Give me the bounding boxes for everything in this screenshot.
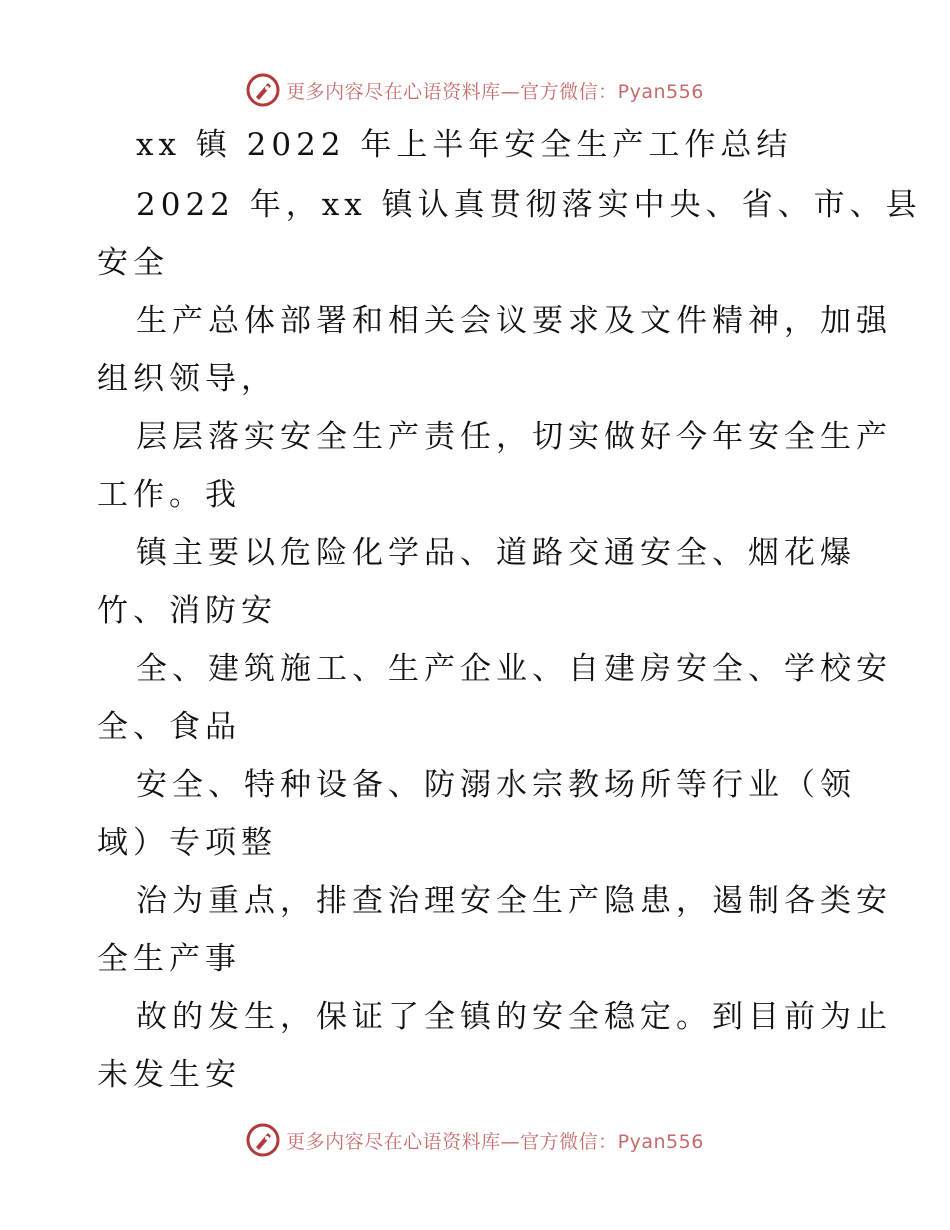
- body-line: 故的发生，保证了全镇的安全稳定。到目前为止: [136, 999, 892, 1035]
- pen-nib-seal-icon: [246, 73, 280, 107]
- body-line: 治为重点，排查治理安全生产隐患，遏制各类安: [136, 883, 892, 919]
- body-line: 安全、特种设备、防溺水宗教场所等行业（领: [136, 767, 856, 803]
- watermark-text: 更多内容尽在心语资料库—官方微信：Pyan556: [286, 80, 704, 103]
- body-line: 生产总体部署和相关会议要求及文件精神，加强: [136, 303, 892, 339]
- footer-watermark: [0, 1120, 950, 1160]
- watermark-text: 更多内容尽在心语资料库—官方微信：Pyan556: [286, 1130, 704, 1153]
- body-line: 竹、消防安: [97, 593, 277, 629]
- body-line: 未发生安: [97, 1057, 241, 1093]
- pen-nib-seal-icon: [246, 1123, 280, 1157]
- body-line: 层层落实安全生产责任，切实做好今年安全生产: [136, 419, 892, 455]
- body-line: 全、食品: [97, 709, 241, 745]
- body-line: 全、建筑施工、生产企业、自建房安全、学校安: [136, 651, 892, 687]
- body-line: 组织领导，: [97, 361, 277, 397]
- body-line: 镇主要以危险化学品、道路交通安全、烟花爆: [136, 535, 856, 571]
- header-watermark: [0, 70, 950, 110]
- document-title: xx 镇 2022 年上半年安全生产工作总结: [136, 127, 793, 163]
- body-line: 2022 年，xx 镇认真贯彻落实中央、省、市、县: [136, 187, 922, 223]
- body-line: 安全: [97, 245, 169, 281]
- body-line: 全生产事: [97, 941, 241, 977]
- body-line: 工作。我: [97, 477, 241, 513]
- body-line: 域）专项整: [97, 825, 277, 861]
